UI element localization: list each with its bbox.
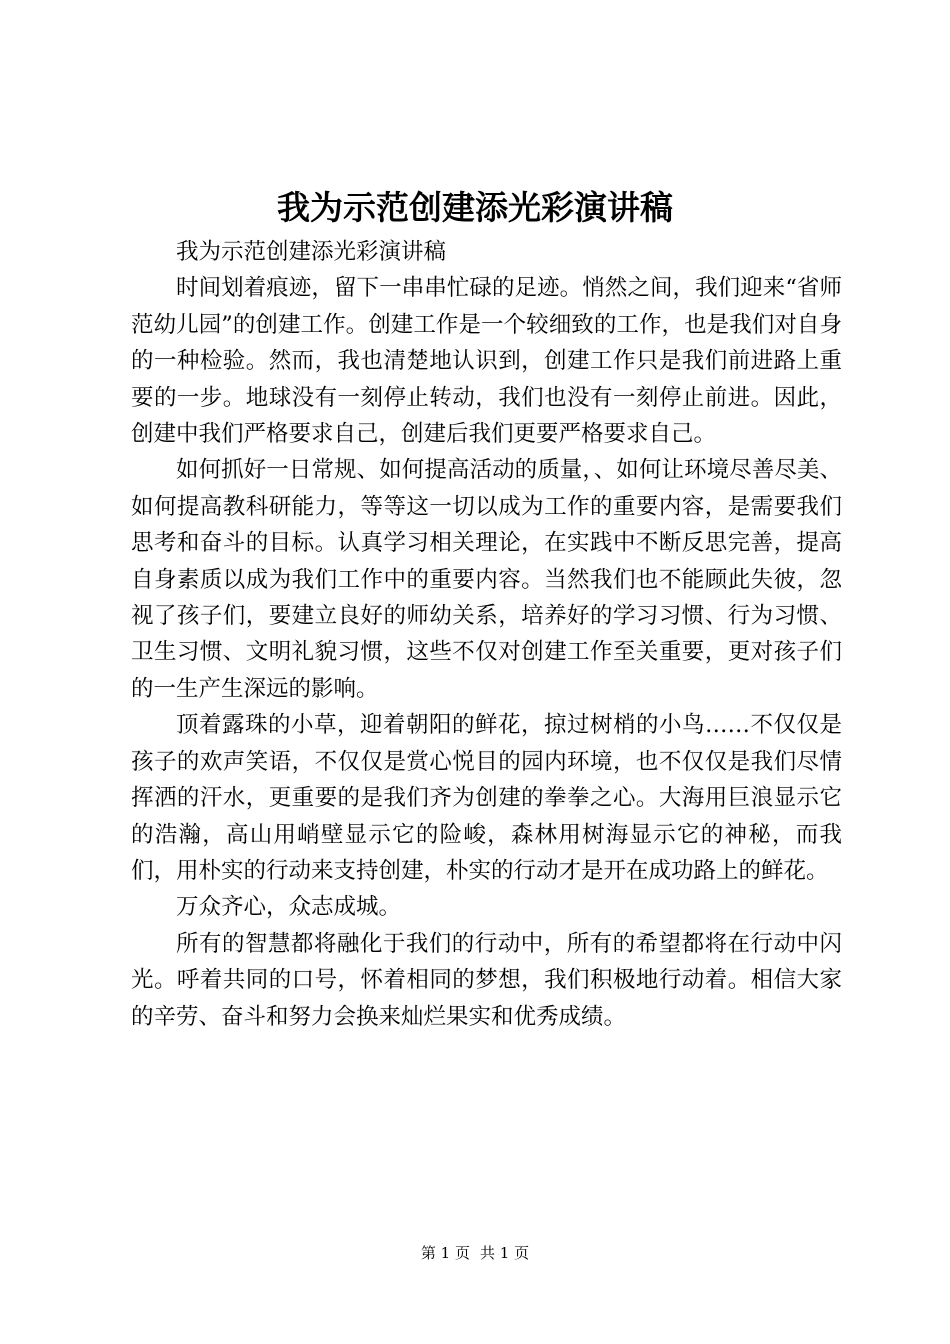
document-body [131, 234, 842, 1035]
page-total: 共 1 页 [480, 1244, 530, 1262]
paragraph: 时间划着痕迹，留下一串串忙碌的足迹。悄然之间，我们迎来“省师范幼儿园”的创建工作。创建工作是一个较细致的工作，也是我们对自身的一种检验。然而，我也清楚地认识到，创建工作只是我们前进路上重要的一步。地球没有一刻停止转动，我们也没有一刻停止前进。因此，创建中我们严格要求自己，创建后我们更要严格要求自己。 [131, 275, 842, 448]
paragraph: 如何抓好一日常规、如何提高活动的质量，、如何让环境尽善尽美、如何提高教科研能力，等等这一切以成为工作的重要内容，是需要我们思考和奋斗的目标。认真学习相关理论，在实践中不断反思完善，提高自身素质以成为我们工作中的重要内容。当然我们也不能顾此失彼，忽视了孩子们，要建立良好的师幼关系，培养好的学习习惯、行为习惯、卫生习惯、文明礼貌习惯，这些不仅对创建工作至关重要，更对孩子们的一生产生深远的影响。 [131, 457, 842, 702]
paragraph: 所有的智慧都将融化于我们的行动中，所有的希望都将在行动中闪光。呼着共同的口号，怀着相同的梦想，我们积极地行动着。相信大家的辛劳、奋斗和努力会换来灿烂果实和优秀成绩。 [131, 930, 842, 1030]
paragraph: 顶着露珠的小草，迎着朝阳的鲜花，掠过树梢的小鸟……不仅仅是孩子的欢声笑语，不仅仅是赏心悦目的园内环境，也不仅仅是我们尽情挥洒的汗水，更重要的是我们齐为创建的拳拳之心。大海用巨浪显示它的浩瀚，高山用峭壁显示它的险峻，森林用树海显示它的神秘，而我们，用朴实的行动来支持创建，朴实的行动才是开在成功路上的鲜花。 [131, 712, 842, 884]
page-footer [0, 1241, 950, 1265]
page-number: 第 1 页 [420, 1244, 470, 1262]
document-title: 我为示范创建添光彩演讲稿 [277, 188, 673, 227]
paragraph: 我为示范创建添光彩演讲稿 [176, 239, 447, 265]
paragraph: 万众齐心，众志成城。 [176, 894, 402, 921]
